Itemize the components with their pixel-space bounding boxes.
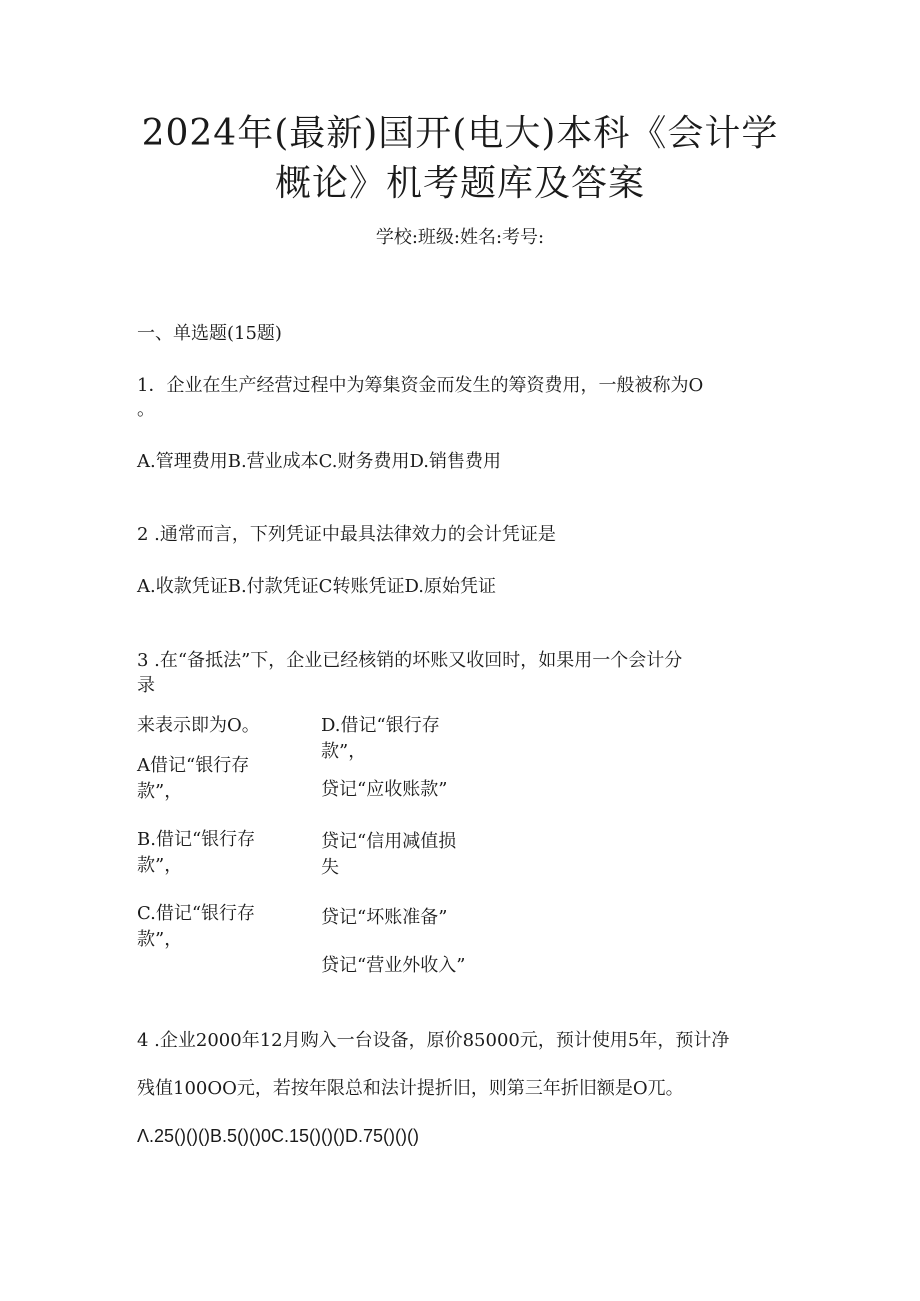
question-2-stem: 2 .通常而言，下列凭证中最具法律效力的会计凭证是 [137, 524, 556, 545]
question-1-stem-cont: 。 [137, 399, 155, 420]
question-3-credit-bad-debt: 贷记“坏账准备” [321, 907, 448, 928]
question-4-stem-cont: 残值100OO元，若按年限总和法计提折旧，则第三年折旧额是O兀。 [137, 1078, 684, 1099]
question-2-options: A.收款凭证B.付款凭证C转账凭证D.原始凭证 [137, 576, 496, 597]
question-3-credit-impairment: 贷记“信用减值损失 [321, 831, 457, 878]
question-4-stem: 4 .企业2000年12月购入一台设备，原价85000元，预计使用5年，预计净 [137, 1030, 730, 1051]
question-3-right-column [321, 713, 466, 979]
question-3-option-d: D.借记“银行存款”， [321, 715, 440, 762]
question-3-credit-other-income: 贷记“营业外收入” [321, 955, 466, 976]
document-title-line-2: 概论》机考题库及答案 [274, 163, 645, 204]
document-title-line-1: 2024年(最新)国开(电大)本科《会计学 [141, 113, 779, 154]
question-3-credit-receivable: 贷记“应收账款” [321, 779, 448, 800]
question-1-options: A.管理费用B.营业成本C.财务费用D.销售费用 [137, 451, 502, 472]
question-3-stem-cont: 录 [137, 675, 155, 696]
question-3-lead: 来表示即为O。 [137, 715, 260, 736]
question-3-option-a: A借记“银行存款”， [137, 755, 250, 802]
question-3-left-column [137, 713, 279, 953]
question-3-option-b: B.借记“银行存款”， [137, 829, 256, 876]
document-subtitle: 学校:班级:姓名:考号: [375, 227, 545, 248]
question-1-stem: 1．企业在生产经营过程中为筹集资金而发生的筹资费用，一般被称为O [137, 375, 704, 396]
question-3-option-c: C.借记“银行存款”， [137, 903, 256, 950]
question-4-options: Λ.25()()()B.5()()0C.15()()()D.75()()() [137, 1126, 419, 1146]
section-heading: 一、单选题(15题) [137, 323, 282, 344]
question-3-stem: 3 .在“备抵法”下，企业已经核销的坏账又收回时，如果用一个会计分 [137, 650, 683, 671]
